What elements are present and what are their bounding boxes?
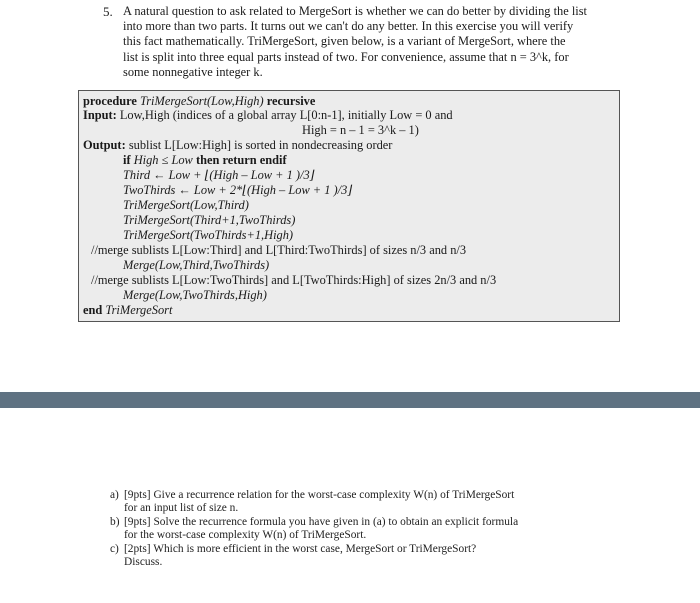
procedure-header bbox=[83, 94, 315, 109]
code-line: TriMergeSort(Third+1,TwoThirds) bbox=[123, 213, 296, 227]
if-keyword: if bbox=[123, 153, 131, 167]
part-text: for the worst-case complexity W(n) of TriMergeSort. bbox=[124, 529, 367, 542]
output-label: Output: bbox=[83, 138, 126, 152]
procedure-name: TriMergeSort(Low,High) bbox=[140, 94, 264, 108]
question-parts bbox=[110, 489, 580, 569]
output-text: sublist L[Low:High] is sorted in nondecreasing order bbox=[128, 138, 393, 152]
if-line bbox=[123, 153, 287, 168]
comment-line: //merge sublists L[Low:Third] and L[Third:TwoThirds] of sizes n/3 and n/3 bbox=[91, 243, 467, 257]
question-number: 5. bbox=[103, 4, 113, 19]
part-text: Discuss. bbox=[124, 556, 163, 569]
intro-line: list is split into three equal parts instead of two. For convenience, assume that n = 3^k, for bbox=[123, 49, 569, 64]
then-keyword: then return endif bbox=[195, 153, 287, 167]
part-text: for an input list of size n. bbox=[124, 502, 239, 515]
part-text: Solve the recurrence formula you have given in (a) to obtain an explicit formula bbox=[153, 515, 519, 528]
code-line: Third ← Low + ⌊(High – Low + 1 )/3⌋ bbox=[123, 168, 315, 182]
input-continuation: High = n – 1 = 3^k – 1) bbox=[302, 123, 419, 137]
procedure-box bbox=[78, 90, 620, 322]
part-b bbox=[110, 516, 580, 543]
intro-line: some nonnegative integer k. bbox=[123, 64, 263, 79]
end-line bbox=[83, 303, 172, 318]
end-name: TriMergeSort bbox=[105, 303, 173, 317]
input-label: Input: bbox=[83, 108, 117, 122]
procedure-keyword: procedure bbox=[83, 94, 137, 108]
code-line: TriMergeSort(Low,Third) bbox=[123, 198, 249, 212]
recursive-keyword: recursive bbox=[266, 94, 316, 108]
part-a bbox=[110, 489, 580, 516]
input-line bbox=[83, 108, 453, 123]
part-text: Give a recurrence relation for the worst-case complexity W(n) of TriMergeSort bbox=[153, 489, 515, 501]
code-line: TwoThirds ← Low + 2*⌊(High – Low + 1 )/3⌋ bbox=[123, 183, 353, 197]
merge-line: Merge(Low,TwoThirds,High) bbox=[123, 288, 267, 302]
question-intro bbox=[123, 4, 623, 80]
part-label: c) bbox=[110, 542, 119, 555]
if-condition: High ≤ Low bbox=[133, 153, 193, 167]
output-line bbox=[83, 138, 392, 153]
part-label: b) bbox=[110, 515, 120, 528]
part-points: [9pts] bbox=[124, 489, 151, 501]
divider-band bbox=[0, 392, 700, 408]
part-points: [9pts] bbox=[124, 515, 151, 528]
intro-line: into more than two parts. It turns out we can't do any better. In this exercise you will verify bbox=[123, 19, 574, 34]
part-c bbox=[110, 543, 580, 570]
merge-line: Merge(Low,Third,TwoThirds) bbox=[123, 258, 270, 272]
intro-line: A natural question to ask related to MergeSort is whether we can do better by dividing the list bbox=[123, 4, 587, 18]
part-label: a) bbox=[110, 489, 119, 501]
intro-line: this fact mathematically. TriMergeSort, given below, is a variant of MergeSort, where the bbox=[123, 34, 566, 49]
part-points: [2pts] bbox=[124, 542, 151, 555]
end-keyword: end bbox=[83, 303, 103, 317]
comment-line: //merge sublists L[Low:TwoThirds] and L[TwoThirds:High] of sizes 2n/3 and n/3 bbox=[91, 273, 497, 287]
input-text: Low,High (indices of a global array L[0:n-1], initially Low = 0 and bbox=[119, 108, 453, 122]
code-line: TriMergeSort(TwoThirds+1,High) bbox=[123, 228, 294, 242]
part-text: Which is more efficient in the worst case, MergeSort or TriMergeSort? bbox=[153, 542, 477, 555]
